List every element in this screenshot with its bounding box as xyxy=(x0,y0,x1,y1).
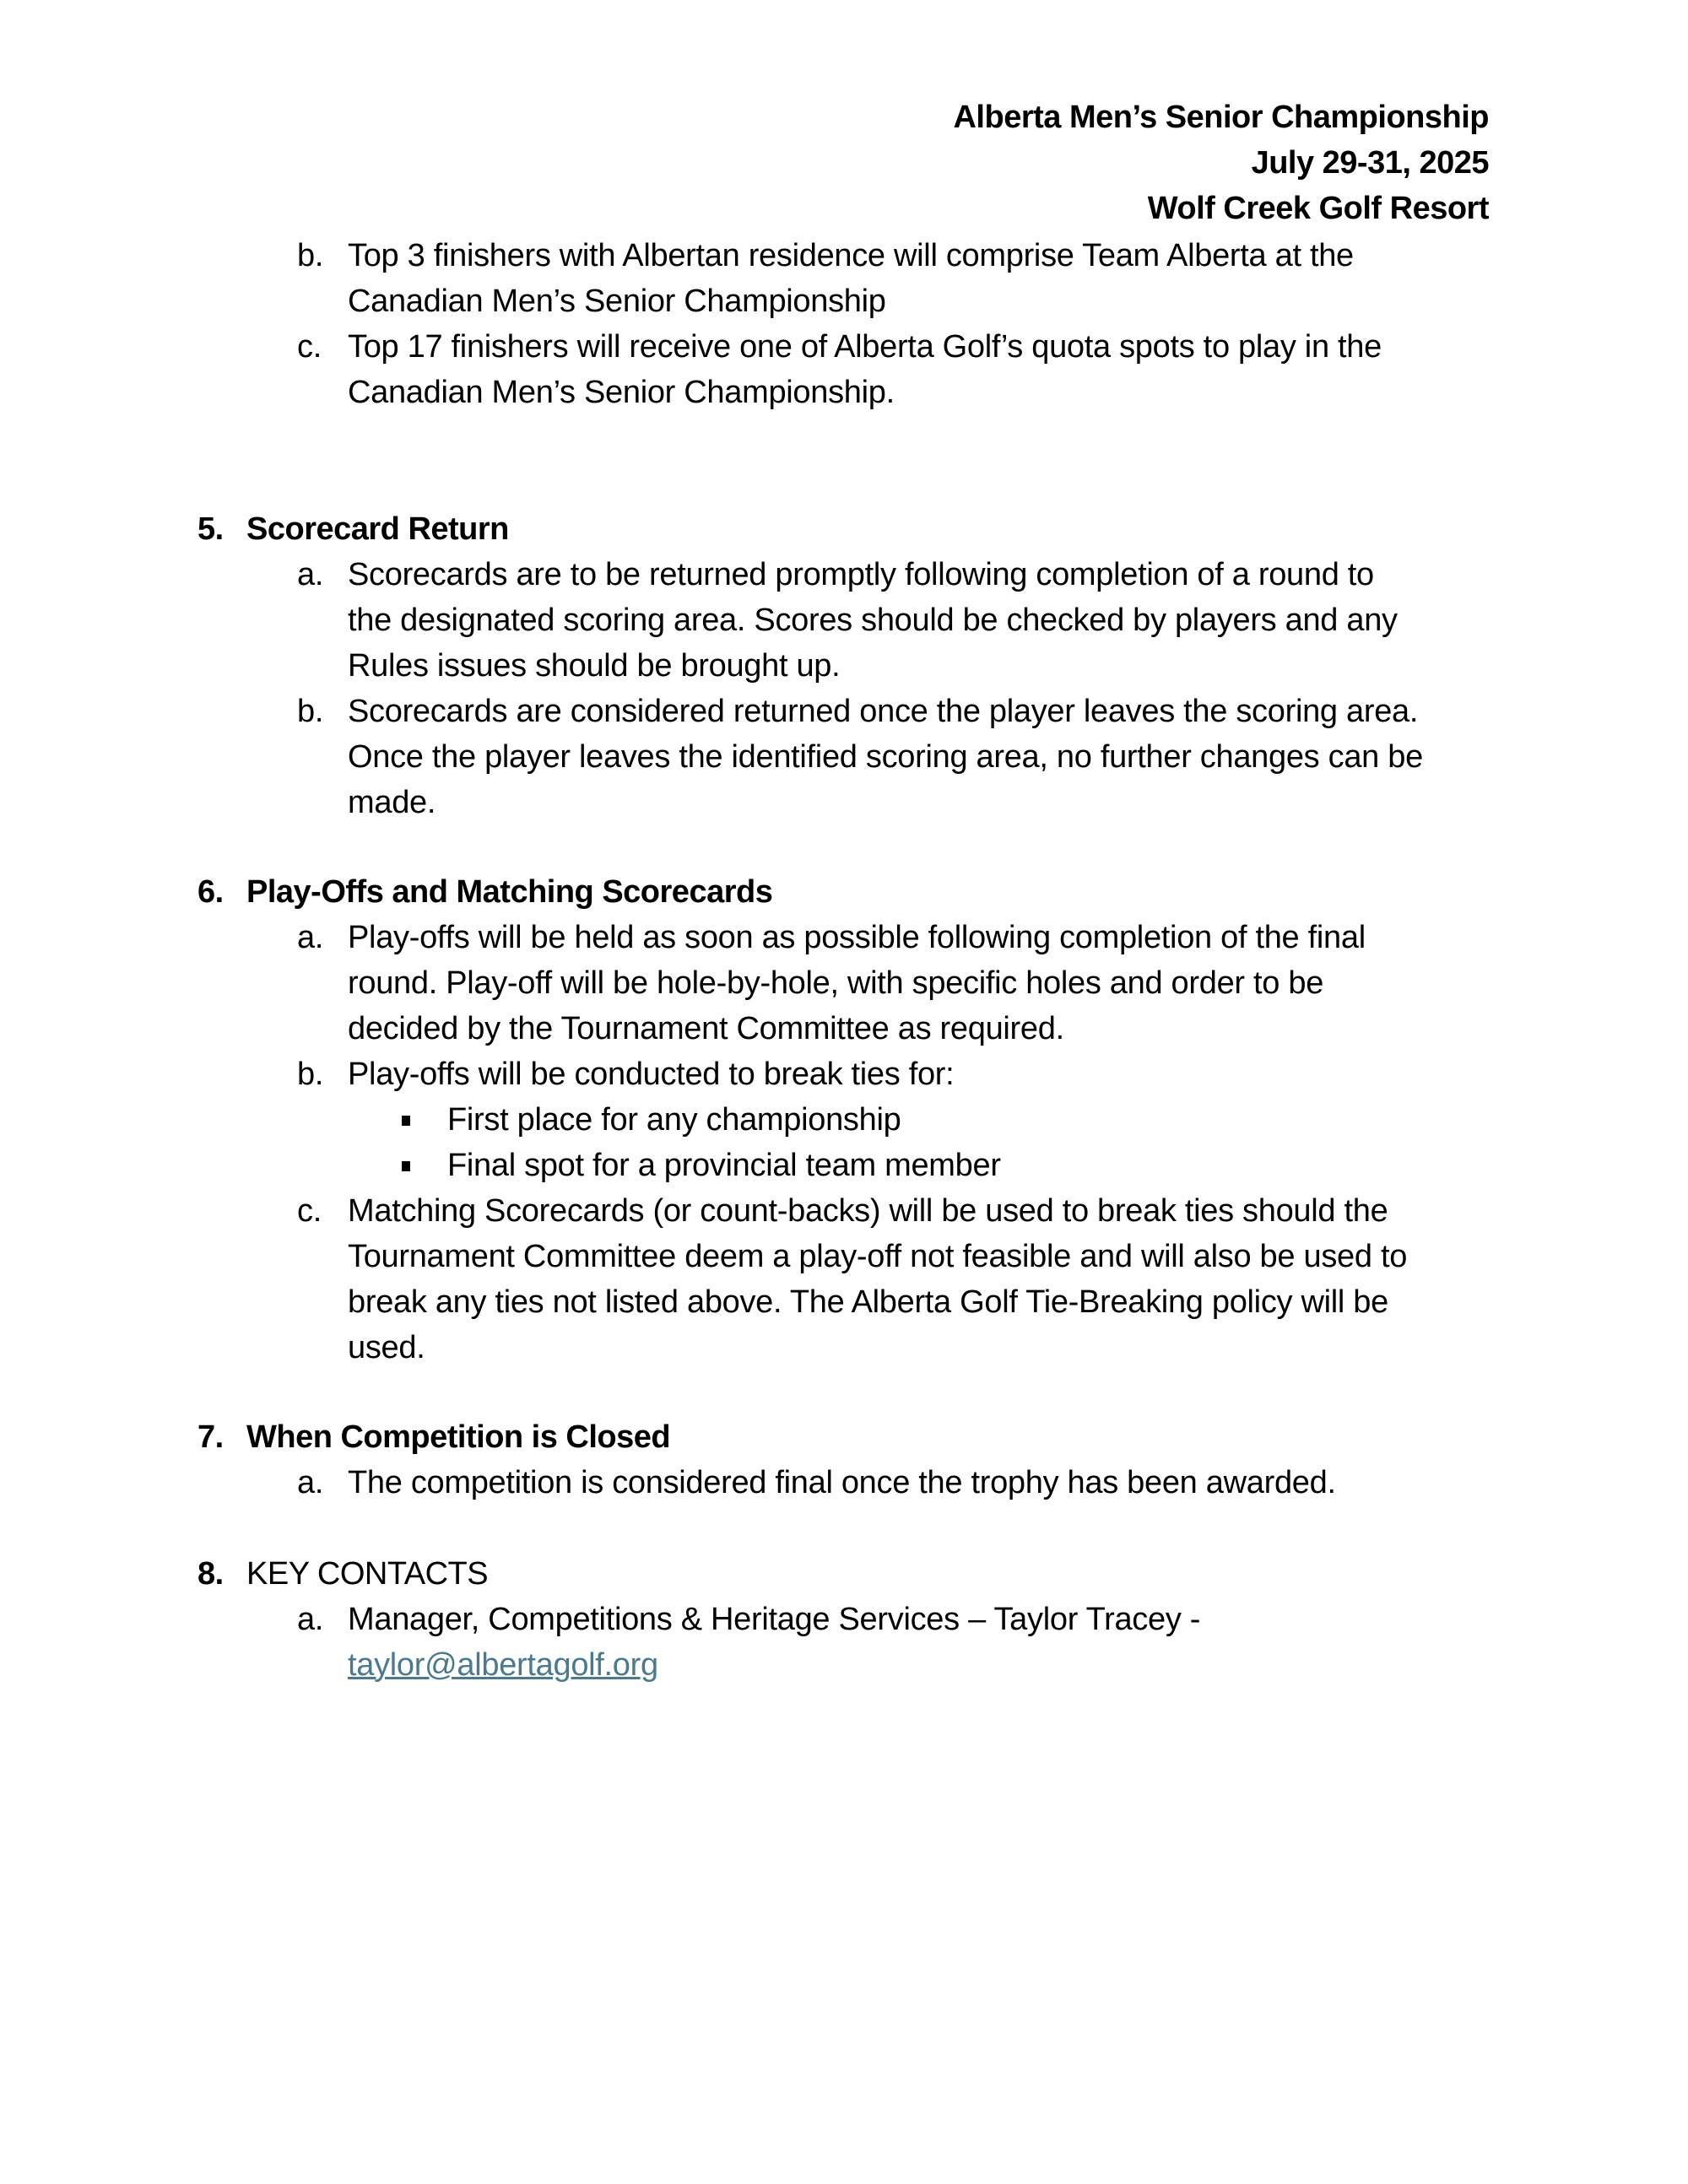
item-text: break any ties not listed above. The Alberta Golf Tie-Breaking policy will be xyxy=(348,1284,1388,1320)
item-text: Play-offs will be held as soon as possible following completion of the final xyxy=(348,920,1366,955)
section-title: Play-Offs and Matching Scorecards xyxy=(246,874,773,910)
item-label: a. xyxy=(297,557,324,592)
document-header xyxy=(953,95,1489,231)
championship-venue: Wolf Creek Golf Resort xyxy=(1147,191,1489,226)
item-text: Canadian Men’s Senior Championship xyxy=(348,284,886,319)
item-label: c. xyxy=(297,329,322,365)
section-title: KEY CONTACTS xyxy=(246,1556,489,1592)
item-text: Top 3 finishers with Albertan residence will comprise Team Alberta at the xyxy=(348,238,1354,273)
item-text: round. Play-off will be hole-by-hole, with specific holes and order to be xyxy=(348,965,1324,1001)
item-label: c. xyxy=(297,1193,322,1229)
item-text: Once the player leaves the identified scoring area, no further changes can be xyxy=(348,739,1423,775)
item-text: Manager, Competitions & Heritage Services – Taylor Tracey - xyxy=(348,1602,1201,1637)
item-text: Rules issues should be brought up. xyxy=(348,648,841,684)
item-text: Top 17 finishers will receive one of Alberta Golf’s quota spots to play in the xyxy=(348,329,1382,365)
item-label: b. xyxy=(297,694,324,729)
item-label: b. xyxy=(297,238,324,273)
contact-email-link[interactable]: taylor@albertagolf.org xyxy=(348,1647,658,1683)
section-number: 8. xyxy=(197,1556,224,1592)
championship-title: Alberta Men’s Senior Championship xyxy=(953,100,1489,135)
bullet-text: Final spot for a provincial team member xyxy=(447,1148,1001,1183)
item-text: Scorecards are considered returned once the player leaves the scoring area. xyxy=(348,694,1419,729)
item-text: Tournament Committee deem a play-off not feasible and will also be used to xyxy=(348,1239,1408,1274)
section-title: Scorecard Return xyxy=(246,511,509,547)
item-label: a. xyxy=(297,920,324,955)
item-text: used. xyxy=(348,1330,425,1365)
bullet-text: First place for any championship xyxy=(447,1102,901,1138)
item-text: made. xyxy=(348,785,436,820)
item-text: Play-offs will be conducted to break ties for: xyxy=(348,1057,955,1092)
item-text: Matching Scorecards (or count-backs) will be used to break ties should the xyxy=(348,1193,1388,1229)
item-label: b. xyxy=(297,1057,324,1092)
section-number: 5. xyxy=(197,511,224,547)
section-number: 7. xyxy=(197,1419,224,1455)
item-text: the designated scoring area. Scores should be checked by players and any xyxy=(348,603,1398,638)
item-label: a. xyxy=(297,1465,324,1500)
item-text: decided by the Tournament Committee as required. xyxy=(348,1011,1064,1046)
championship-dates: July 29-31, 2025 xyxy=(1251,145,1489,181)
item-text: Scorecards are to be returned promptly following completion of a round to xyxy=(348,557,1374,592)
item-label: a. xyxy=(297,1602,324,1637)
item-text: Canadian Men’s Senior Championship. xyxy=(348,375,895,410)
item-text: The competition is considered final once the trophy has been awarded. xyxy=(348,1465,1336,1500)
section-number: 6. xyxy=(197,874,224,910)
section-title: When Competition is Closed xyxy=(246,1419,671,1455)
square-bullet-icon xyxy=(402,1116,410,1126)
square-bullet-icon xyxy=(402,1161,410,1171)
